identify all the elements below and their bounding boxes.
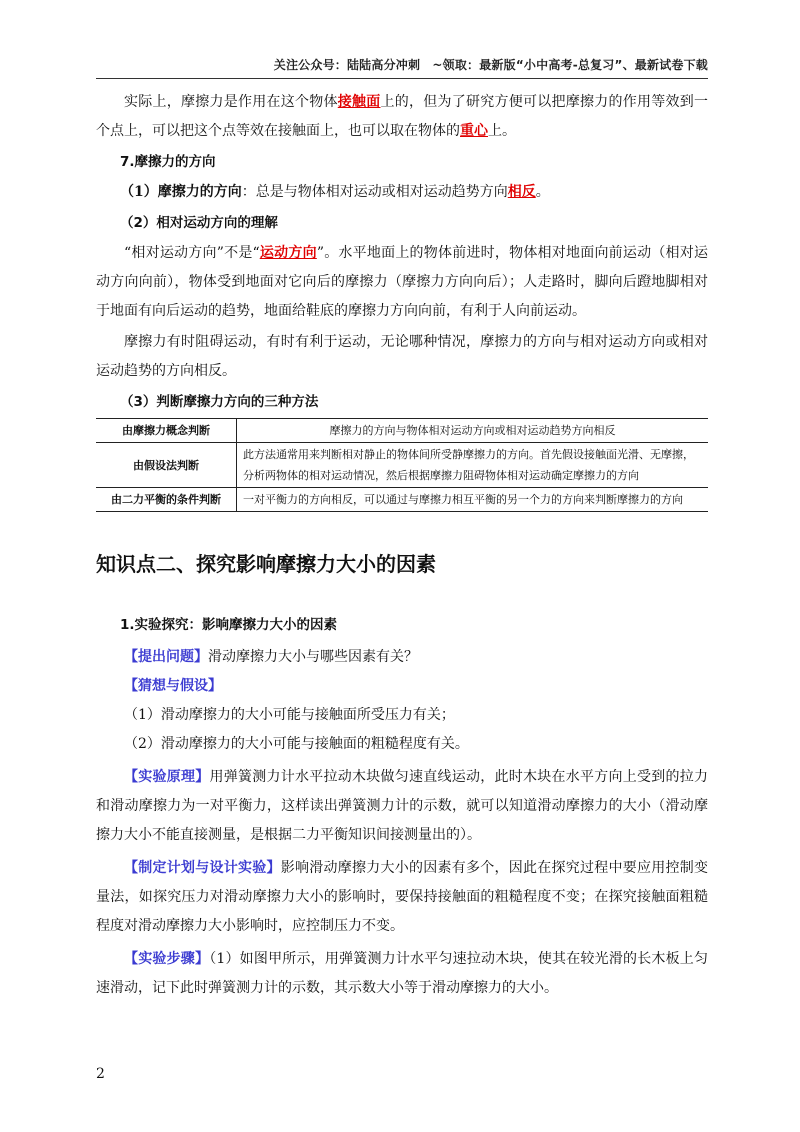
page-number: 2 <box>96 1066 105 1082</box>
principle-tag: 【实验原理】 <box>124 769 210 785</box>
sub1-text: ：总是与物体相对运动或相对运动趋势方向 <box>241 184 508 200</box>
principle-paragraph <box>96 763 708 850</box>
plan-paragraph <box>96 854 708 941</box>
principle-text: 用弹簧测力计水平拉动木块做匀速直线运动，此时木块在水平方向上受到的拉力和滑动摩擦力为一对平衡力，这样读出弹簧测力计的示数，就可以知道滑动摩擦力的大小（滑动摩擦力大小不能直接测量，是根据二力平衡知识间接测量出的）。 <box>96 769 708 843</box>
keyword-contact-surface: 接触面 <box>337 94 381 110</box>
question-tag: 【提出问题】 <box>124 649 208 665</box>
plan-text: 影响滑动摩擦力大小的因素有多个，因此在探究过程中要应用控制变量法，如探究压力对滑动摩擦力大小的影响时，要保持接触面的粗糙程度不变；在探究接触面粗糙程度对滑动摩擦力大小影响时，应控制压力不变。 <box>96 860 708 934</box>
experiment-subtitle: 1.实验探究：影响摩擦力大小的因素 <box>120 617 338 633</box>
table-row <box>96 419 708 443</box>
question-paragraph <box>96 643 708 672</box>
hypothesis-1: （1）滑动摩擦力的大小可能与接触面所受压力有关； <box>124 707 455 723</box>
page-header: 关注公众号：陆陆高分冲刺 ~领取：最新版“小中高考-总复习”、最新试卷下载 <box>273 58 708 72</box>
table-cell-desc: 此方法通常用来判断相对静止的物体间所受静摩擦力的方向。首先假设接触面光滑、无摩擦，分析两物体的相对运动情况，然后根据摩擦力阻碍物体相对运动确定摩擦力的方向 <box>237 443 709 488</box>
table-cell-method: 由二力平衡的条件判断 <box>96 488 237 512</box>
table-cell-desc: 摩擦力的方向与物体相对运动方向或相对运动趋势方向相反 <box>237 419 709 443</box>
knowledge-point-2-title: 知识点二、探究影响摩擦力大小的因素 <box>96 552 436 576</box>
hypothesis-tag-line <box>96 672 708 701</box>
rel-text-2: ”。水平地面上的物体前进时，物体相对地面向前运动（相对运动方向向前），物体受到地面对它向后的摩擦力（摩擦力方向向后）；人走路时，脚向后蹬地脚相对于地面有向后运动的趋势，地面给鞋底的摩擦力方向向前，有利于人向前运动。 <box>96 245 709 319</box>
keyword-opposite: 相反 <box>507 184 536 200</box>
rel-text-1: “相对运动方向”不是“ <box>124 245 260 261</box>
keyword-center-of-gravity: 重心 <box>460 123 488 139</box>
table-cell-method: 由假设法判断 <box>96 443 237 488</box>
sub1-end: 。 <box>535 184 550 200</box>
sub2-heading: （2）相对运动方向的理解 <box>120 215 278 231</box>
steps-paragraph <box>96 945 708 1003</box>
sub3-heading: （3）判断摩擦力方向的三种方法 <box>120 394 319 410</box>
direction-definition <box>96 178 708 207</box>
steps-tag: 【实验步骤】 <box>124 951 210 967</box>
sub1-label: （1）摩擦力的方向 <box>120 184 242 200</box>
table-row <box>96 488 708 512</box>
header-divider <box>96 78 708 79</box>
table-cell-desc: 一对平衡力的方向相反，可以通过与摩擦力相互平衡的另一个力的方向来判断摩擦力的方向 <box>237 488 709 512</box>
methods-table <box>96 418 708 512</box>
page-content <box>96 88 708 1003</box>
question-text: 滑动摩擦力大小与哪些因素有关？ <box>208 649 418 665</box>
hypothesis-tag: 【猜想与假设】 <box>124 678 222 694</box>
relative-motion-paragraph <box>96 239 708 326</box>
intro-paragraph <box>96 88 708 146</box>
intro-text-2: 上的，但为了研究方便可以把摩擦力的作用等效到一个点上，可以把这个点等效在接触面上，也可以取在物体的 <box>96 94 708 139</box>
friction-effect-paragraph: 摩擦力有时阻碍运动，有时有利于运动，无论哪种情况，摩擦力的方向与相对运动方向或相对运动趋势的方向相反。 <box>96 334 708 379</box>
steps-text: （1）如图甲所示，用弹簧测力计水平匀速拉动木块，使其在较光滑的长木板上匀速滑动，记下此时弹簧测力计的示数，其示数大小等于滑动摩擦力的大小。 <box>96 951 709 996</box>
intro-text-3: 上。 <box>488 123 516 139</box>
table-cell-method: 由摩擦力概念判断 <box>96 419 237 443</box>
section-7-title: 7.摩擦力的方向 <box>120 154 216 170</box>
table-row <box>96 443 708 488</box>
keyword-motion-direction: 运动方向 <box>259 245 317 261</box>
intro-text-1: 实际上，摩擦力是作用在这个物体 <box>124 94 338 110</box>
plan-tag: 【制定计划与设计实验】 <box>124 860 281 876</box>
hypothesis-2: （2）滑动摩擦力的大小可能与接触面的粗糙程度有关。 <box>124 736 469 752</box>
